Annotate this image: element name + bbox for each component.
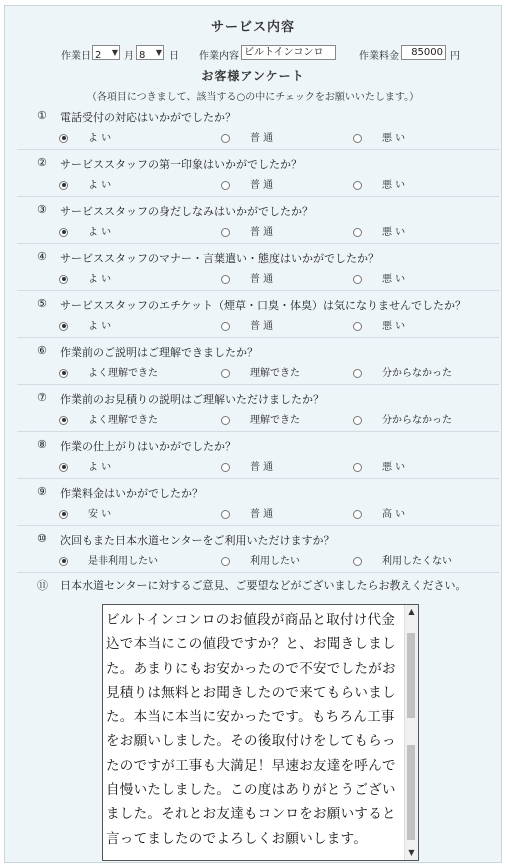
- radio-button[interactable]: [59, 416, 68, 425]
- option-2[interactable]: [221, 223, 273, 238]
- option-3[interactable]: [353, 364, 452, 379]
- option-3[interactable]: [353, 317, 405, 332]
- option-1[interactable]: [59, 129, 111, 144]
- question-number: ②: [37, 156, 47, 169]
- question-8: [17, 432, 499, 479]
- option-3[interactable]: [353, 270, 405, 285]
- option-label: 普 通: [250, 321, 274, 332]
- option-label: 普 通: [250, 274, 274, 285]
- option-1[interactable]: [59, 223, 111, 238]
- option-1[interactable]: [59, 505, 111, 520]
- question-text: 日本水道センターに対するご意見、ご要望などがございましたらお教えください。: [60, 579, 467, 592]
- question-text: 作業前のご説明はご理解できましたか？: [60, 346, 258, 359]
- radio-button[interactable]: [221, 369, 230, 378]
- fee-input[interactable]: 85000: [401, 45, 446, 60]
- question-4: [17, 244, 499, 291]
- question-text: 作業の仕上がりはいかがでしたか？: [60, 440, 236, 453]
- radio-button[interactable]: [59, 557, 68, 566]
- question-number: ⑨: [37, 485, 47, 498]
- question-number: ⑧: [37, 438, 47, 451]
- question-number: ④: [37, 250, 47, 263]
- question-2: [17, 150, 499, 197]
- option-1[interactable]: [59, 176, 111, 191]
- question-text: サービススタッフの第一印象はいかがでしたか？: [60, 158, 302, 171]
- radio-button[interactable]: [59, 463, 68, 472]
- fee-label: 作業料金: [359, 51, 399, 62]
- radio-button[interactable]: [59, 275, 68, 284]
- radio-button[interactable]: [221, 322, 230, 331]
- content-input[interactable]: ビルトインコンロ: [241, 45, 336, 60]
- option-label: 分からなかった: [382, 368, 452, 379]
- fee-unit: 円: [450, 51, 460, 62]
- option-label: よ い: [88, 180, 112, 191]
- scroll-up-icon[interactable]: ▲: [408, 607, 415, 616]
- option-label: 悪 い: [382, 133, 406, 144]
- option-label: 普 通: [250, 180, 274, 191]
- radio-button[interactable]: [353, 416, 362, 425]
- month-value: 2: [95, 50, 102, 61]
- question-1: [17, 103, 499, 150]
- option-3[interactable]: [353, 411, 452, 426]
- option-3[interactable]: [353, 552, 452, 567]
- option-2[interactable]: [221, 552, 300, 567]
- option-label: 普 通: [250, 227, 274, 238]
- option-2[interactable]: [221, 270, 273, 285]
- option-1[interactable]: [59, 411, 158, 426]
- option-2[interactable]: [221, 129, 273, 144]
- question-7: [17, 385, 499, 432]
- option-label: 理解できた: [250, 415, 300, 426]
- question-number: ⑩: [37, 532, 47, 545]
- service-row: [19, 44, 497, 64]
- question-number: ⑪: [37, 579, 48, 592]
- radio-button[interactable]: [221, 510, 230, 519]
- scroll-down-icon[interactable]: ▼: [408, 848, 415, 857]
- option-label: 分からなかった: [382, 415, 452, 426]
- comment-textarea[interactable]: [102, 604, 419, 861]
- option-3[interactable]: [353, 505, 405, 520]
- option-label: よく理解できた: [88, 415, 158, 426]
- option-3[interactable]: [353, 223, 405, 238]
- comment-text: ビルトインコンロのお値段が商品と取付け代金込で本当にこの値段ですか？と、お聞きしました。あまりにもお安かったので不安でしたがお見積りは無料とお聞きしたので来てもらいました。本当に本当に安かったです。もちろん工事をお願いしました。その後取付けをしてもらったのですが工事も大満足！早速お友達を呼んで自慢いたしました。この度はありがとうございました。それとお友達もコンロをお願いすると言ってましたのでよろしくお願いします。: [106, 612, 396, 847]
- option-label: 普 通: [250, 462, 274, 473]
- radio-button[interactable]: [353, 557, 362, 566]
- option-label: よ い: [88, 321, 112, 332]
- radio-button[interactable]: [353, 510, 362, 519]
- option-label: 悪 い: [382, 462, 406, 473]
- chevron-down-icon: ▼: [111, 48, 118, 57]
- question-number: ③: [37, 203, 47, 216]
- radio-button[interactable]: [353, 369, 362, 378]
- option-label: よく理解できた: [88, 368, 158, 379]
- radio-button[interactable]: [221, 463, 230, 472]
- option-label: 悪 い: [382, 274, 406, 285]
- question-number: ⑥: [37, 344, 47, 357]
- option-2[interactable]: [221, 505, 273, 520]
- option-label: 普 通: [250, 133, 274, 144]
- radio-button[interactable]: [59, 322, 68, 331]
- month-unit: 月: [124, 51, 134, 62]
- radio-button[interactable]: [221, 557, 230, 566]
- radio-button[interactable]: [59, 369, 68, 378]
- question-3: [17, 197, 499, 244]
- question-10: [17, 526, 499, 573]
- date-label: 作業日: [61, 51, 91, 62]
- question-9: [17, 479, 499, 526]
- scrollbar[interactable]: [404, 605, 418, 860]
- chevron-down-icon: ▼: [155, 48, 162, 57]
- option-2[interactable]: [221, 411, 300, 426]
- option-2[interactable]: [221, 317, 273, 332]
- radio-button[interactable]: [353, 275, 362, 284]
- option-3[interactable]: [353, 129, 405, 144]
- option-label: よ い: [88, 227, 112, 238]
- option-3[interactable]: [353, 458, 405, 473]
- service-heading: サービス内容: [210, 20, 295, 35]
- scroll-thumb[interactable]: [407, 633, 415, 718]
- radio-button[interactable]: [221, 416, 230, 425]
- radio-button[interactable]: [59, 228, 68, 237]
- question-text: 作業前のお見積りの説明はご理解いただけましたか？: [60, 393, 324, 406]
- scroll-thumb[interactable]: [407, 745, 415, 840]
- radio-button[interactable]: [221, 134, 230, 143]
- option-1[interactable]: [59, 458, 111, 473]
- radio-button[interactable]: [353, 228, 362, 237]
- option-label: 利用したくない: [382, 556, 452, 567]
- question-6: [17, 338, 499, 385]
- option-label: よ い: [88, 133, 112, 144]
- content-label: 作業内容: [199, 51, 239, 62]
- radio-button[interactable]: [221, 275, 230, 284]
- question-text: 作業料金はいかがでしたか？: [60, 487, 203, 500]
- radio-button[interactable]: [353, 181, 362, 190]
- option-label: 是非利用したい: [88, 556, 158, 567]
- option-label: 安 い: [88, 509, 112, 520]
- radio-button[interactable]: [353, 322, 362, 331]
- question-text: サービススタッフのマナー・言葉遣い・態度はいかがでしたか？: [60, 252, 379, 265]
- question-text: 次回もまた日本水道センターをご利用いただけますか？: [60, 534, 335, 547]
- form-panel: [4, 5, 502, 863]
- question-text: サービススタッフのエチケット（煙草・口臭・体臭）は気になりませんでしたか？: [60, 299, 467, 312]
- option-2[interactable]: [221, 176, 273, 191]
- option-label: 利用したい: [250, 556, 300, 567]
- question-5: [17, 291, 499, 338]
- option-label: 悪 い: [382, 180, 406, 191]
- option-label: 悪 い: [382, 321, 406, 332]
- question-number: ①: [37, 109, 47, 122]
- option-1[interactable]: [59, 270, 111, 285]
- option-label: 普 通: [250, 509, 274, 520]
- option-label: 高 い: [382, 509, 406, 520]
- radio-button[interactable]: [59, 510, 68, 519]
- option-2[interactable]: [221, 458, 273, 473]
- day-select[interactable]: [136, 45, 164, 60]
- survey-heading: お客様アンケート: [201, 69, 305, 83]
- option-label: よ い: [88, 462, 112, 473]
- radio-button[interactable]: [353, 463, 362, 472]
- option-3[interactable]: [353, 176, 405, 191]
- question-number: ⑦: [37, 391, 47, 404]
- question-text: 電話受付の対応はいかがでしたか？: [60, 111, 236, 124]
- radio-button[interactable]: [59, 181, 68, 190]
- month-select[interactable]: [92, 45, 120, 60]
- question-number: ⑤: [37, 297, 47, 310]
- option-2[interactable]: [221, 364, 300, 379]
- question-text: サービススタッフの身だしなみはいかがでしたか？: [60, 205, 313, 218]
- option-label: 理解できた: [250, 368, 300, 379]
- radio-button[interactable]: [59, 134, 68, 143]
- day-unit: 日: [169, 51, 179, 62]
- option-1[interactable]: [59, 317, 111, 332]
- option-label: よ い: [88, 274, 112, 285]
- survey-subtitle: （各項目につきまして、該当する○の中にチェックをお願いいたします。）: [86, 92, 420, 103]
- radio-button[interactable]: [221, 228, 230, 237]
- radio-button[interactable]: [353, 134, 362, 143]
- option-1[interactable]: [59, 552, 158, 567]
- day-value: 8: [139, 50, 146, 61]
- option-label: 悪 い: [382, 227, 406, 238]
- option-1[interactable]: [59, 364, 158, 379]
- radio-button[interactable]: [221, 181, 230, 190]
